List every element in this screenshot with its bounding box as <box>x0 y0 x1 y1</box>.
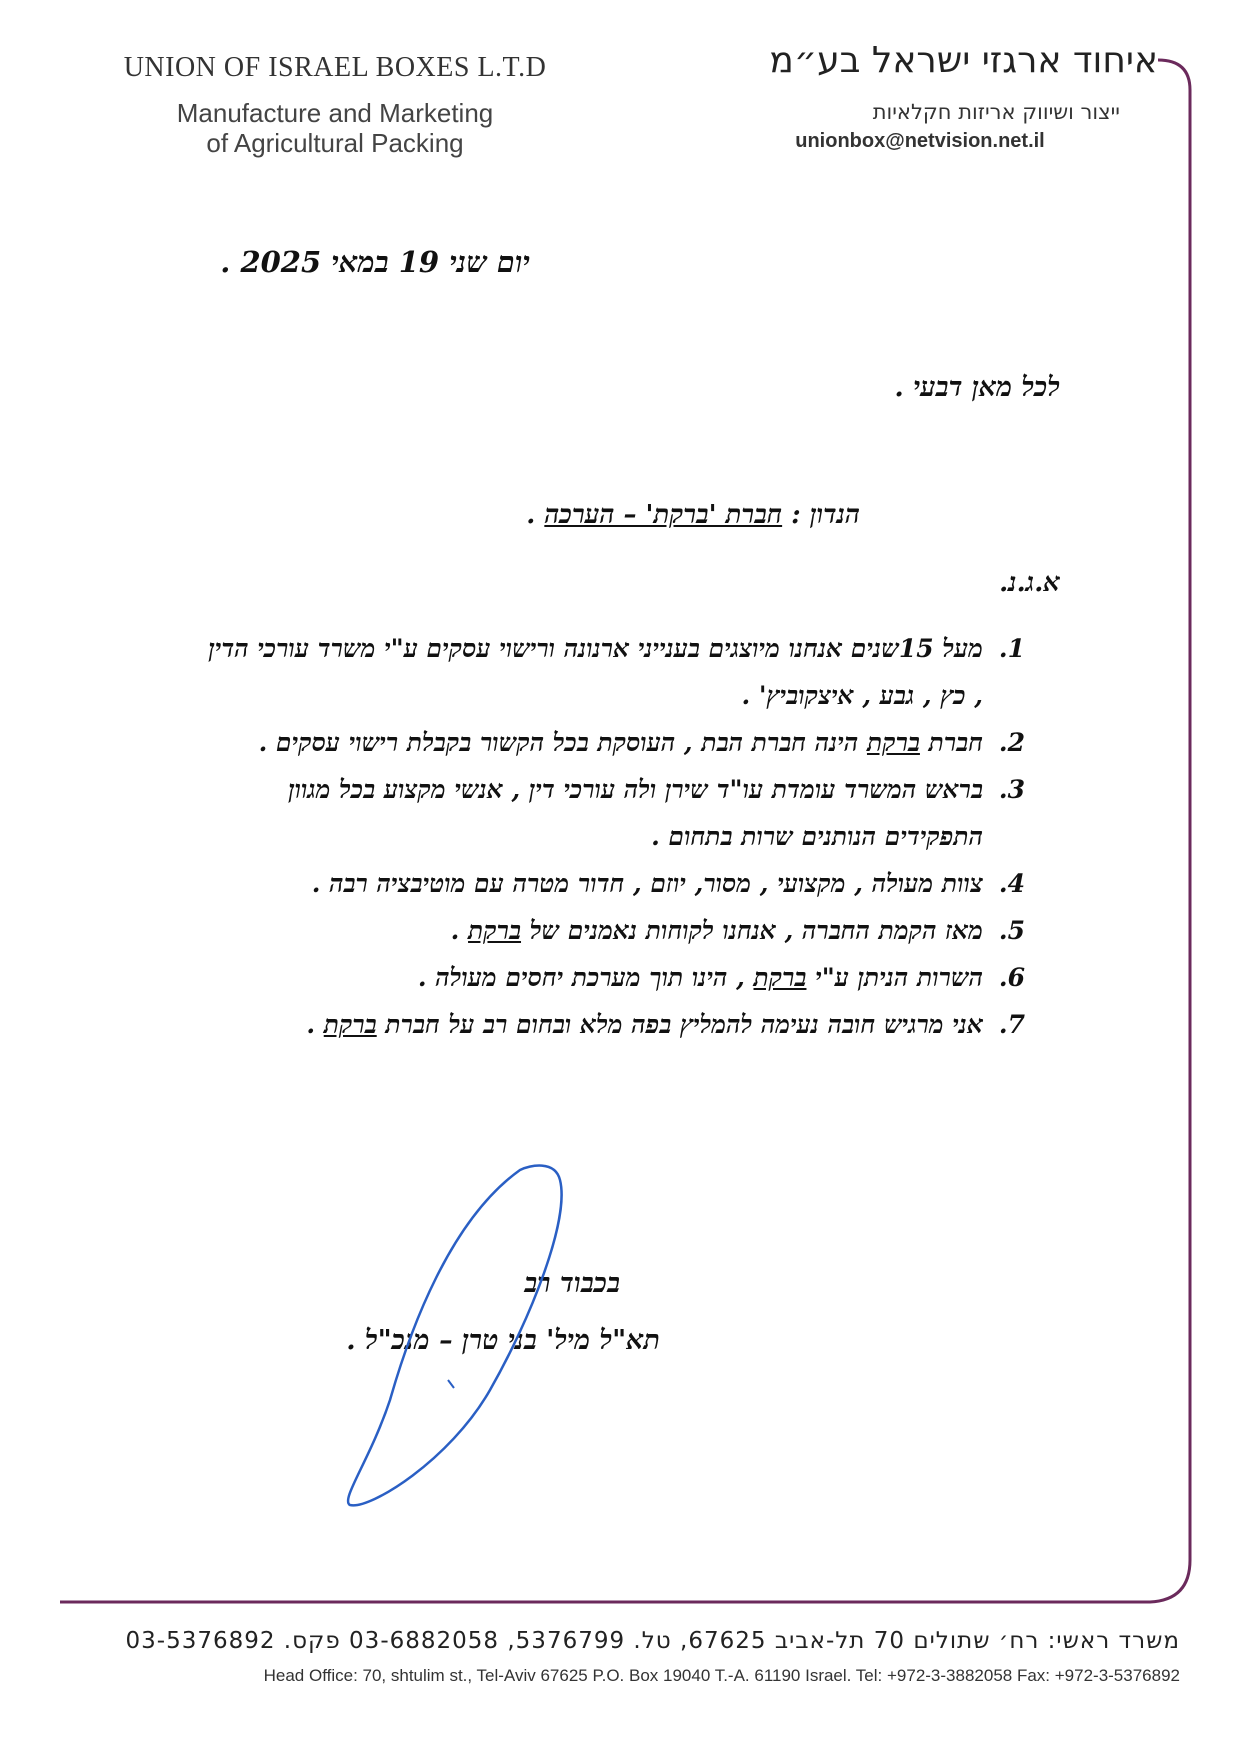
item-number: 7. <box>998 1010 1025 1039</box>
addressee: לכל מאן דבעי . <box>894 372 1060 403</box>
item-number: 1. <box>998 634 1025 663</box>
list-item <box>200 907 1025 954</box>
item-number: 3. <box>998 775 1025 804</box>
item-text: בראש המשרד עומדת עו"ד שירן ולה עורכי דין , אנשי מקצוע בכל מגוון התפקידים הנותנים שרות בתחום . <box>288 775 983 851</box>
company-tagline-hebrew: ייצור ושיווק אריזות חקלאיות <box>872 100 1120 124</box>
list-item <box>200 1001 1025 1048</box>
company-name-underlined: ברקת <box>323 1010 377 1039</box>
signer-name: תא"ל מיל' בני טרן – מנכ"ל . <box>346 1325 660 1356</box>
footer-address-hebrew: משרד ראשי: רח׳ שתולים 70 תל-אביב 67625, טל. 5376799, 03-6882058 פקס. 03-5376892 <box>125 1628 1180 1654</box>
item-text-post: הינה חברת הבת , העוסקת בכל הקשור בקבלת רישוי עסקים . <box>258 728 867 757</box>
item-text-pre: השרות הניתן ע"י <box>806 963 983 992</box>
company-name-underlined: ברקת <box>866 728 920 757</box>
item-text-pre: אני מרגיש חובה נעימה להמליץ בפה מלא ובחום רב על חברת <box>376 1010 983 1039</box>
company-name-english: UNION OF ISRAEL BOXES L.T.D <box>123 52 547 83</box>
tagline-line-2: of Agricultural Packing <box>206 128 464 158</box>
footer-address-english: Head Office: 70, shtulim st., Tel-Aviv 67625 P.O. Box 19040 T.-A. 61190 Israel. Tel: +972-3-3882058 Fax: +972-3-5376892 <box>263 1666 1180 1685</box>
closing: בכבוד רב <box>524 1268 620 1299</box>
subject-title: חברת 'ברקת' – הערכה <box>544 500 783 530</box>
item-text-post: , הינו תוך מערכת יחסים מעולה . <box>417 963 754 992</box>
letter-date: יום שני 19 במאי 2025 . <box>220 245 530 279</box>
list-item <box>200 766 1025 860</box>
item-text: צוות מעולה , מקצועי , מסור, יוזם , חדור מטרה עם מוטיבציה רבה . <box>311 869 983 898</box>
company-name-underlined: ברקת <box>468 916 522 945</box>
list-item <box>200 860 1025 907</box>
item-text-pre: חברת <box>919 728 983 757</box>
company-name-underlined: ברקת <box>753 963 807 992</box>
subject-suffix: . <box>526 500 545 530</box>
handwritten-signature <box>330 1160 590 1520</box>
list-item <box>200 719 1025 766</box>
item-text-post: . <box>450 916 469 945</box>
item-number: 6. <box>998 963 1025 992</box>
company-name-hebrew: איחוד ארגזי ישראל בע״מ <box>769 40 1158 81</box>
item-number: 5. <box>998 916 1025 945</box>
company-tagline-english <box>100 98 570 158</box>
list-item <box>200 954 1025 1001</box>
item-text: מעל 15שנים אנחנו מיוצגים בענייני ארנונה ורישוי עסקים ע"י משרד עורכי הדין , כץ , גבע , איצקוביץ' . <box>208 634 983 710</box>
recommendation-list <box>200 625 1025 1048</box>
subject-prefix: הנדון : <box>782 500 860 530</box>
list-item <box>200 625 1025 719</box>
item-number: 2. <box>998 728 1025 757</box>
item-text-pre: מאז הקמת החברה , אנחנו לקוחות נאמנים של <box>521 916 983 945</box>
item-text-post: . <box>306 1010 324 1039</box>
item-number: 4. <box>998 869 1025 898</box>
tagline-line-1: Manufacture and Marketing <box>176 98 494 128</box>
subject-line <box>420 500 860 530</box>
company-email: unionbox@netvision.net.il <box>795 130 1045 152</box>
salutation: א.ג.נ. <box>999 568 1060 598</box>
